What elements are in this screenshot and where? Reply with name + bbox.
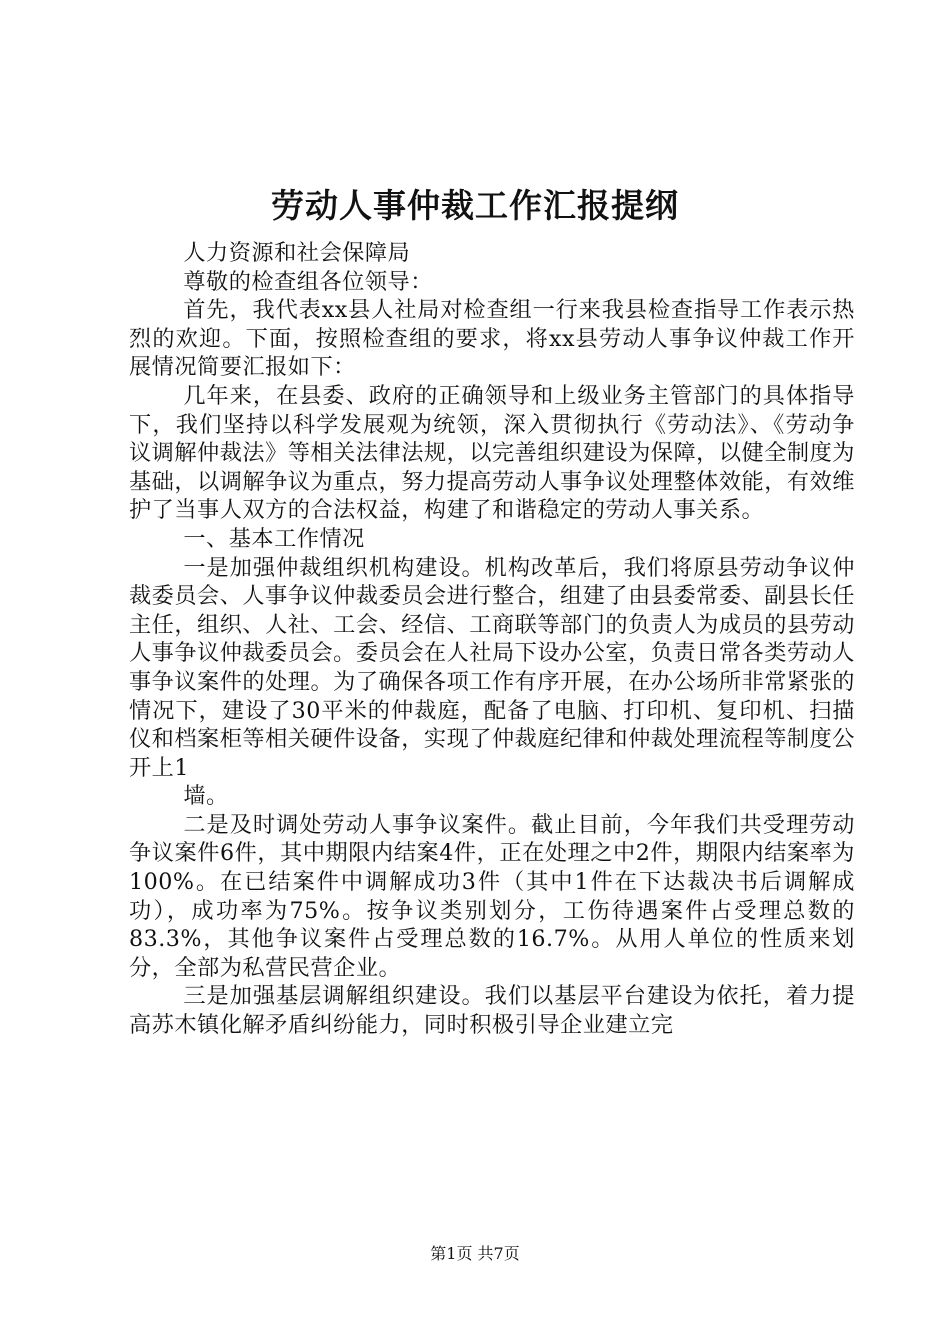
paragraph-continuation: 墙。 [183, 783, 229, 810]
document-title: 劳动人事仲裁工作汇报提纲 [271, 186, 679, 225]
paragraph-org: 人力资源和社会保障局 [183, 240, 411, 266]
paragraph-item-three: 三是加强基层调解组织建设。我们以基层平台建设为依托，着力提高苏木镇化解矛盾纠纷能力，同时积极引导企业建立完 [129, 983, 855, 1039]
document-body [129, 239, 855, 1040]
paragraph-opening: 首先，我代表xx县人社局对检查组一行来我县检查指导工作表示热烈的欢迎。下面，按照检查组的要求，将xx县劳动人事争议仲裁工作开展情况简要汇报如下： [129, 297, 855, 381]
paragraph-item-one: 一是加强仲裁组织机构建设。机构改革后，我们将原县劳动争议仲裁委员会、人事争议仲裁委员会进行整合，组建了由县委常委、副县长任主任，组织、人社、工会、经信、工商联等部门的负责人为成员的县劳动人事争议仲裁委员会。委员会在人社局下设办公室，负责日常各类劳动人事争议案件的处理。为了确保各项工作有序开展，在办公场所非常紧张的情况下，建设了30平米的仲裁庭，配备了电脑、打印机、复印机、扫描仪和档案柜等相关硬件设备，实现了仲裁庭纪律和仲裁处理流程等制度公开上1 [129, 554, 855, 781]
paragraph-salutation: 尊敬的检查组各位领导： [183, 268, 433, 295]
paragraph-item-two: 二是及时调处劳动人事争议案件。截止目前，今年我们共受理劳动争议案件6件，其中期限内结案4件，正在处理之中2件，期限内结案率为100%。在已结案件中调解成功3件（其中1件在下达裁决书后调解成功），成功率为75%。按争议类别划分，工伤待遇案件占受理总数的83.3%，其他争议案件占受理总数的16.7%。从用人单位的性质来划分，全部为私营民营企业。 [129, 811, 855, 981]
paragraph-overview: 几年来，在县委、政府的正确领导和上级业务主管部门的具体指导下，我们坚持以科学发展观为统领，深入贯彻执行《劳动法》、《劳动争议调解仲裁法》等相关法律法规，以完善组织建设为保障，以健全制度为基础，以调解争议为重点，努力提高劳动人事争议处理整体效能，有效维护了当事人双方的合法权益，构建了和谐稳定的劳动人事关系。 [129, 382, 855, 524]
page-footer: 第1页 共7页 [430, 1244, 520, 1263]
section-heading: 一、基本工作情况 [183, 525, 365, 552]
